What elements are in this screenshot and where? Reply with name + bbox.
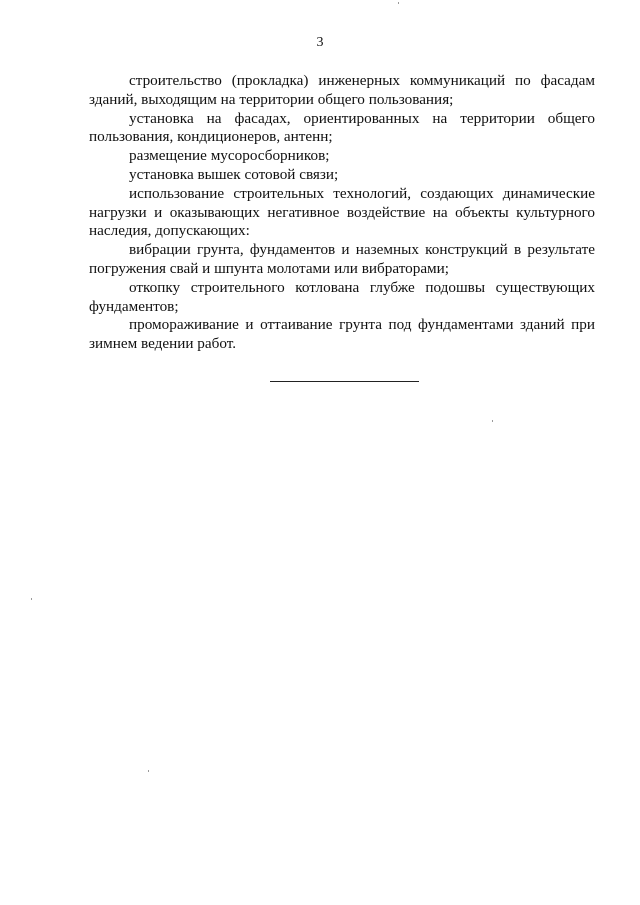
scan-speck xyxy=(492,420,493,422)
scan-speck xyxy=(148,770,149,772)
paragraph: размещение мусоросборников; xyxy=(129,147,330,165)
paragraph: установка на фасадах, ориентированных на территории общего пользования, кондиционеров, антенн; xyxy=(89,109,595,146)
paragraph: использование строительных технологий, создающих динамические нагрузки и оказывающих негативное воздействие на объекты культурного наследия, допускающих: xyxy=(89,184,595,240)
page-number: 3 xyxy=(316,35,324,50)
paragraph: установка вышек сотовой связи; xyxy=(129,165,339,183)
end-separator-line xyxy=(270,381,419,382)
paragraph: строительство (прокладка) инженерных коммуникаций по фасадам зданий, выходящим на территории общего пользования; xyxy=(89,72,595,108)
paragraph: промораживание и оттаивание грунта под фундаментами зданий при зимнем ведении работ. xyxy=(89,316,595,353)
paragraph: вибрации грунта, фундаментов и наземных конструкций в результате погружения свай и шпунта молотами или вибраторами; xyxy=(89,241,595,277)
paragraph: откопку строительного котлована глубже подошвы существующих фундаментов; xyxy=(89,278,595,315)
document-body xyxy=(89,72,595,354)
scan-speck xyxy=(398,2,399,4)
scan-speck xyxy=(31,598,32,600)
